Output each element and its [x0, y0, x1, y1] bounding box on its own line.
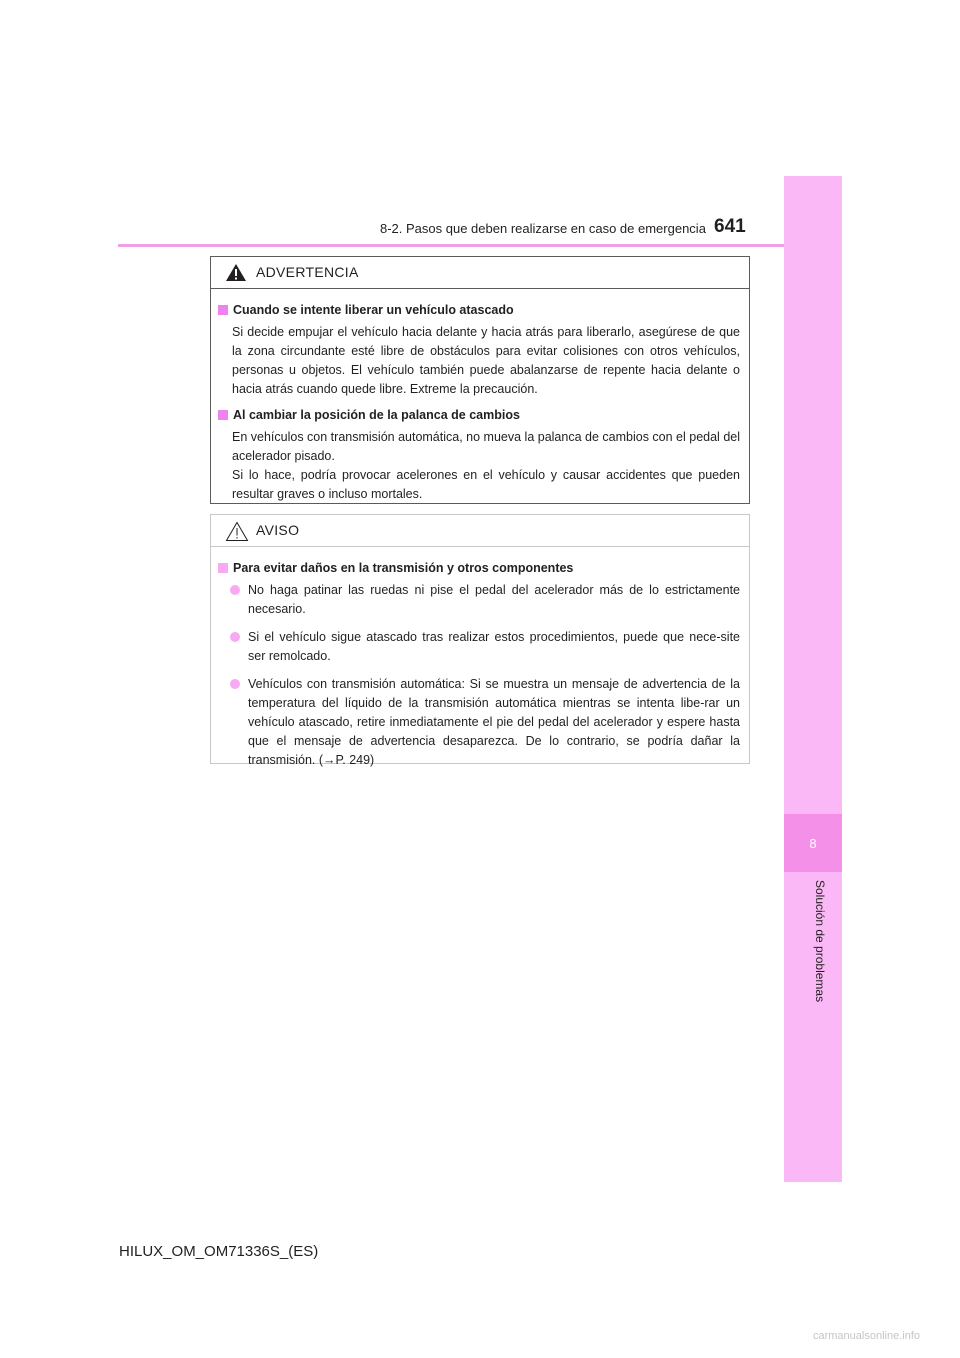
- warning-box: [210, 256, 750, 504]
- warning-triangle-filled-icon: [225, 263, 247, 282]
- warning-item-text: Si lo hace, podría provocar acelerones en el vehículo y causar accidentes que pueden resultar graves o incluso mortales.: [232, 468, 740, 501]
- chapter-number-tab[interactable]: 8: [784, 814, 842, 872]
- section-title: 8-2. Pasos que deben realizarse en caso de emergencia: [380, 221, 706, 236]
- circle-bullet-icon: [230, 679, 240, 689]
- circle-bullet-icon: [230, 632, 240, 642]
- notice-heading: AVISO: [256, 522, 300, 538]
- notice-item-title: Para evitar daños en la transmisión y otros componentes: [218, 559, 740, 578]
- warning-item-text: Si decide empujar el vehículo hacia delante y hacia atrás para liberarlo, asegúrese de que la zona circundante esté libre de obstáculos para evitar colisiones con otros vehículos, personas u objetos. El vehículo también puede abalanzarse de repente hacia delante o hacia atrás cuando quede libre. Extreme la precaución.: [232, 325, 740, 396]
- list-item: Vehículos con transmisión automática: Si se muestra un mensaje de advertencia de la temperatura del líquido de la transmisión automática mientras se intenta libe-rar un vehículo atascado, retire inmediatamente el pie del pedal del acelerador y espere hasta que el mensaje de advertencia desaparezca. De lo contrario, se podría dañar la transmisión. (→P. 249): [218, 675, 740, 770]
- list-item: Si el vehículo sigue atascado tras realizar estos procedimientos, puede que nece-site ser remolcado.: [218, 628, 740, 666]
- square-bullet-icon: [218, 563, 228, 573]
- warning-triangle-outline-icon: [225, 521, 249, 542]
- square-bullet-icon: [218, 305, 228, 315]
- warning-item-title: Al cambiar la posición de la palanca de cambios: [218, 406, 740, 425]
- warning-heading: ADVERTENCIA: [256, 264, 359, 280]
- warning-item-title: Cuando se intente liberar un vehículo atascado: [218, 301, 740, 320]
- header-rule: [118, 244, 842, 247]
- watermark: carmanualsonline.info: [812, 1330, 920, 1342]
- chapter-label: Solución de problemas: [813, 880, 827, 1003]
- notice-body: [211, 547, 749, 770]
- chapter-side-tab: [784, 176, 842, 1182]
- square-bullet-icon: [218, 410, 228, 420]
- warning-box-header: [211, 257, 749, 289]
- warning-item-text: En vehículos con transmisión automática, no mueva la palanca de cambios con el pedal del acelerador pisado.: [232, 430, 740, 463]
- notice-box: [210, 514, 750, 767]
- page-number: 641: [714, 216, 746, 237]
- circle-bullet-icon: [230, 585, 240, 595]
- document-code: HILUX_OM_OM71336S_(ES): [119, 1243, 319, 1260]
- list-item: No haga patinar las ruedas ni pise el pedal del acelerador más de lo estrictamente necesario.: [218, 581, 740, 619]
- warning-body: [211, 289, 749, 504]
- notice-box-header: [211, 515, 749, 547]
